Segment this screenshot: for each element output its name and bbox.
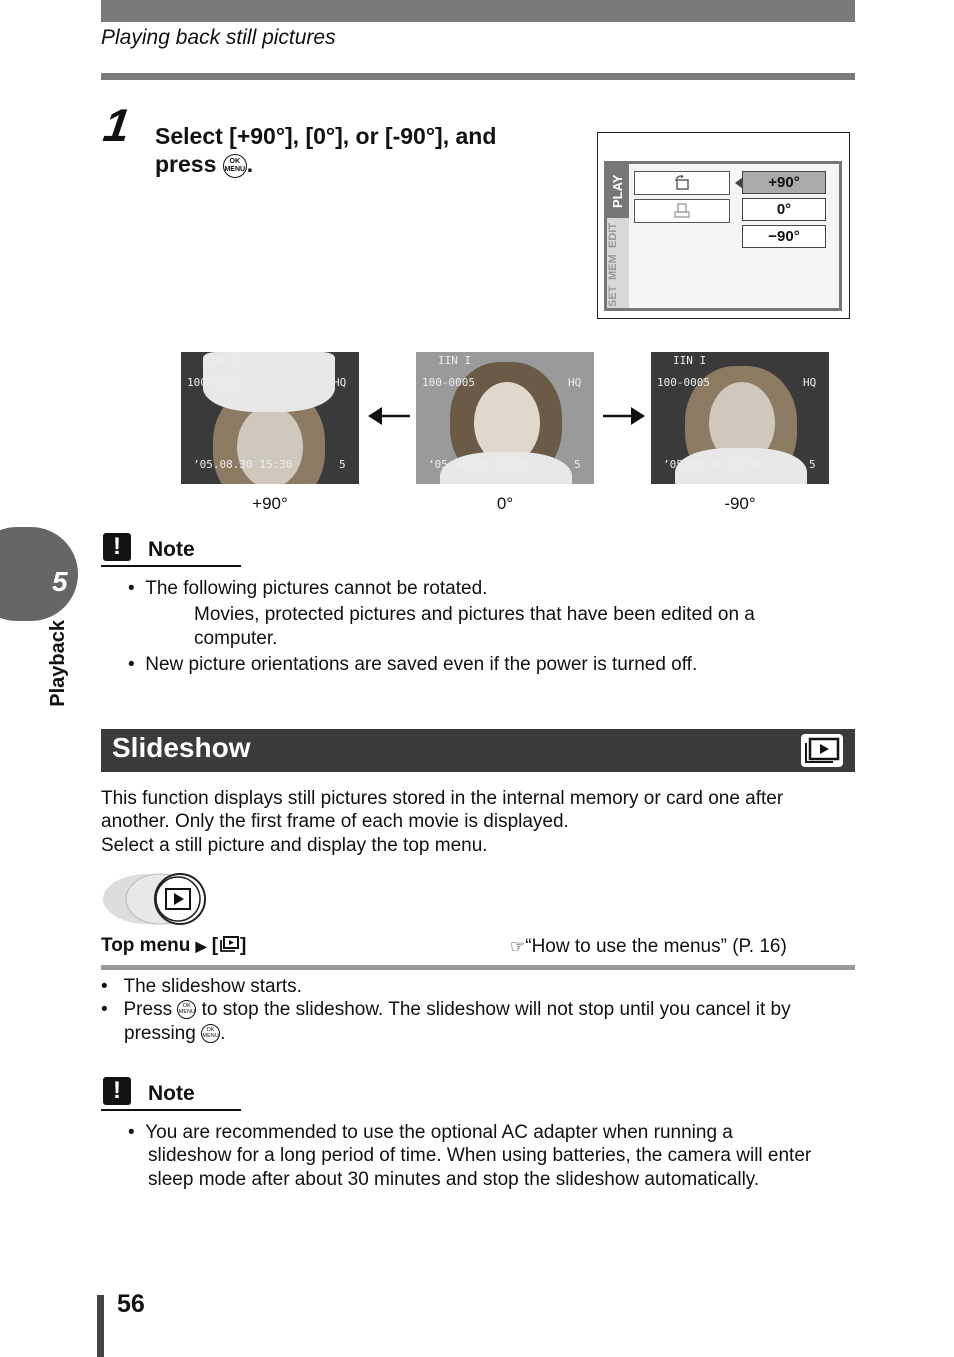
step-text-line1: Select [+90°], [0°], or [-90°], and [155, 123, 497, 149]
frame-number: 100-0005 [657, 376, 710, 389]
slideshow-bullet-cont: pressing OK MENU. [124, 1023, 226, 1044]
menu-tab-set[interactable]: SET [607, 285, 619, 307]
ok-button-icon: OK MENU [223, 154, 247, 178]
datetime-label: ’05.08.30 15:30 [428, 458, 528, 471]
datetime-label: ’05.08.30 15:30 [663, 458, 763, 471]
menu-screen [604, 161, 842, 311]
menu-screen-illustration [597, 132, 850, 319]
note-underline [101, 565, 241, 567]
frame-number: 100-0005 [422, 376, 475, 389]
chapter-label: Playback [47, 620, 69, 707]
note-bullet: • New picture orientations are saved even if the power is turned off. [128, 654, 698, 675]
rotate-minus90-option[interactable]: −90° [742, 225, 826, 248]
quality-label: HQ [803, 376, 817, 389]
page-number: 56 [117, 1290, 145, 1318]
note-bullet: • You are recommended to use the optional AC adapter when running a [128, 1122, 733, 1143]
note-title: Note [148, 1082, 195, 1105]
reference-hand-icon: ☞ [510, 937, 526, 956]
running-header: Playing back still pictures [101, 26, 336, 49]
menu-path: Top menu ▶ [ ] [101, 935, 247, 956]
mode-icon: IIN I [203, 354, 237, 367]
caption-0: 0° [496, 494, 514, 513]
section-intro: another. Only the first frame of each movie is displayed. [101, 811, 569, 832]
quality-label: HQ [333, 376, 347, 389]
menu-reference: ☞“How to use the menus” (P. 16) [510, 936, 787, 957]
menu-tab-mem[interactable]: MEM [607, 254, 619, 280]
step-number: 1 [100, 99, 134, 151]
step-instruction [155, 122, 575, 178]
arrow-left-icon [368, 405, 410, 427]
header-rule [101, 73, 855, 80]
note-underline [101, 1109, 241, 1111]
photo-rotated-plus90 [181, 352, 359, 484]
section-intro: Select a still picture and display the top menu. [101, 835, 488, 856]
mode-icon: IIN I [673, 354, 707, 367]
page-number-bar [97, 1295, 104, 1357]
triangle-right-icon: ▶ [195, 938, 207, 954]
header-bar [101, 0, 855, 22]
ok-button-icon: OK MENU [177, 1000, 196, 1019]
section-title: Slideshow [112, 732, 251, 763]
menu-tab-edit[interactable]: EDIT [607, 222, 619, 248]
arrow-right-icon [603, 405, 645, 427]
note-text: sleep mode after about 30 minutes and stop the slideshow automatically. [148, 1169, 760, 1190]
slideshow-icon [801, 734, 843, 767]
note-subtext: computer. [194, 628, 278, 649]
playback-button-icon [102, 872, 214, 928]
section-intro: This function displays still pictures stored in the internal memory or card one after [101, 788, 784, 809]
step-text-end: . [246, 151, 254, 177]
menu-path-label: Top menu [101, 935, 191, 956]
count-label: 5 [574, 458, 581, 471]
caption-plus90: +90° [252, 494, 288, 513]
menu-path-rule [101, 965, 855, 970]
note-icon: ! [103, 1077, 131, 1105]
note-title: Note [148, 538, 195, 561]
count-label: 5 [809, 458, 816, 471]
slideshow-icon [218, 935, 240, 953]
count-label: 5 [339, 458, 346, 471]
selection-pointer-icon [735, 177, 743, 189]
datetime-label: ’05.08.30 15:30 [193, 458, 293, 471]
note-bullet: • The following pictures cannot be rotated. [128, 578, 488, 599]
ok-button-icon: OK MENU [201, 1024, 220, 1043]
slideshow-bullet: • The slideshow starts. [101, 976, 302, 997]
rotate-icon [673, 175, 691, 191]
photo-rotated-minus90 [651, 352, 829, 484]
note-icon: ! [103, 533, 131, 561]
menu-tab-play[interactable]: PLAY [607, 164, 629, 218]
note-subtext: Movies, protected pictures and pictures that have been edited on a [194, 604, 755, 625]
print-order-option[interactable] [634, 199, 730, 223]
rotate-0-option[interactable]: 0° [742, 198, 826, 221]
frame-number: 100-0005 [187, 376, 240, 389]
caption-minus90: -90° [724, 494, 756, 513]
chapter-number: 5 [52, 566, 68, 597]
slideshow-bullet: • Press OK MENU to stop the slideshow. The slideshow will not stop until you cancel it by [101, 999, 791, 1020]
rotate-plus90-option[interactable]: +90° [742, 171, 826, 194]
note-text: slideshow for a long period of time. When using batteries, the camera will enter [148, 1145, 812, 1166]
print-icon [673, 203, 691, 219]
menu-tab-strip [607, 164, 629, 308]
rotate-option[interactable] [634, 171, 730, 195]
step-text-line2: press [155, 151, 217, 177]
quality-label: HQ [568, 376, 582, 389]
mode-icon: IIN I [438, 354, 472, 367]
photo-original [416, 352, 594, 484]
